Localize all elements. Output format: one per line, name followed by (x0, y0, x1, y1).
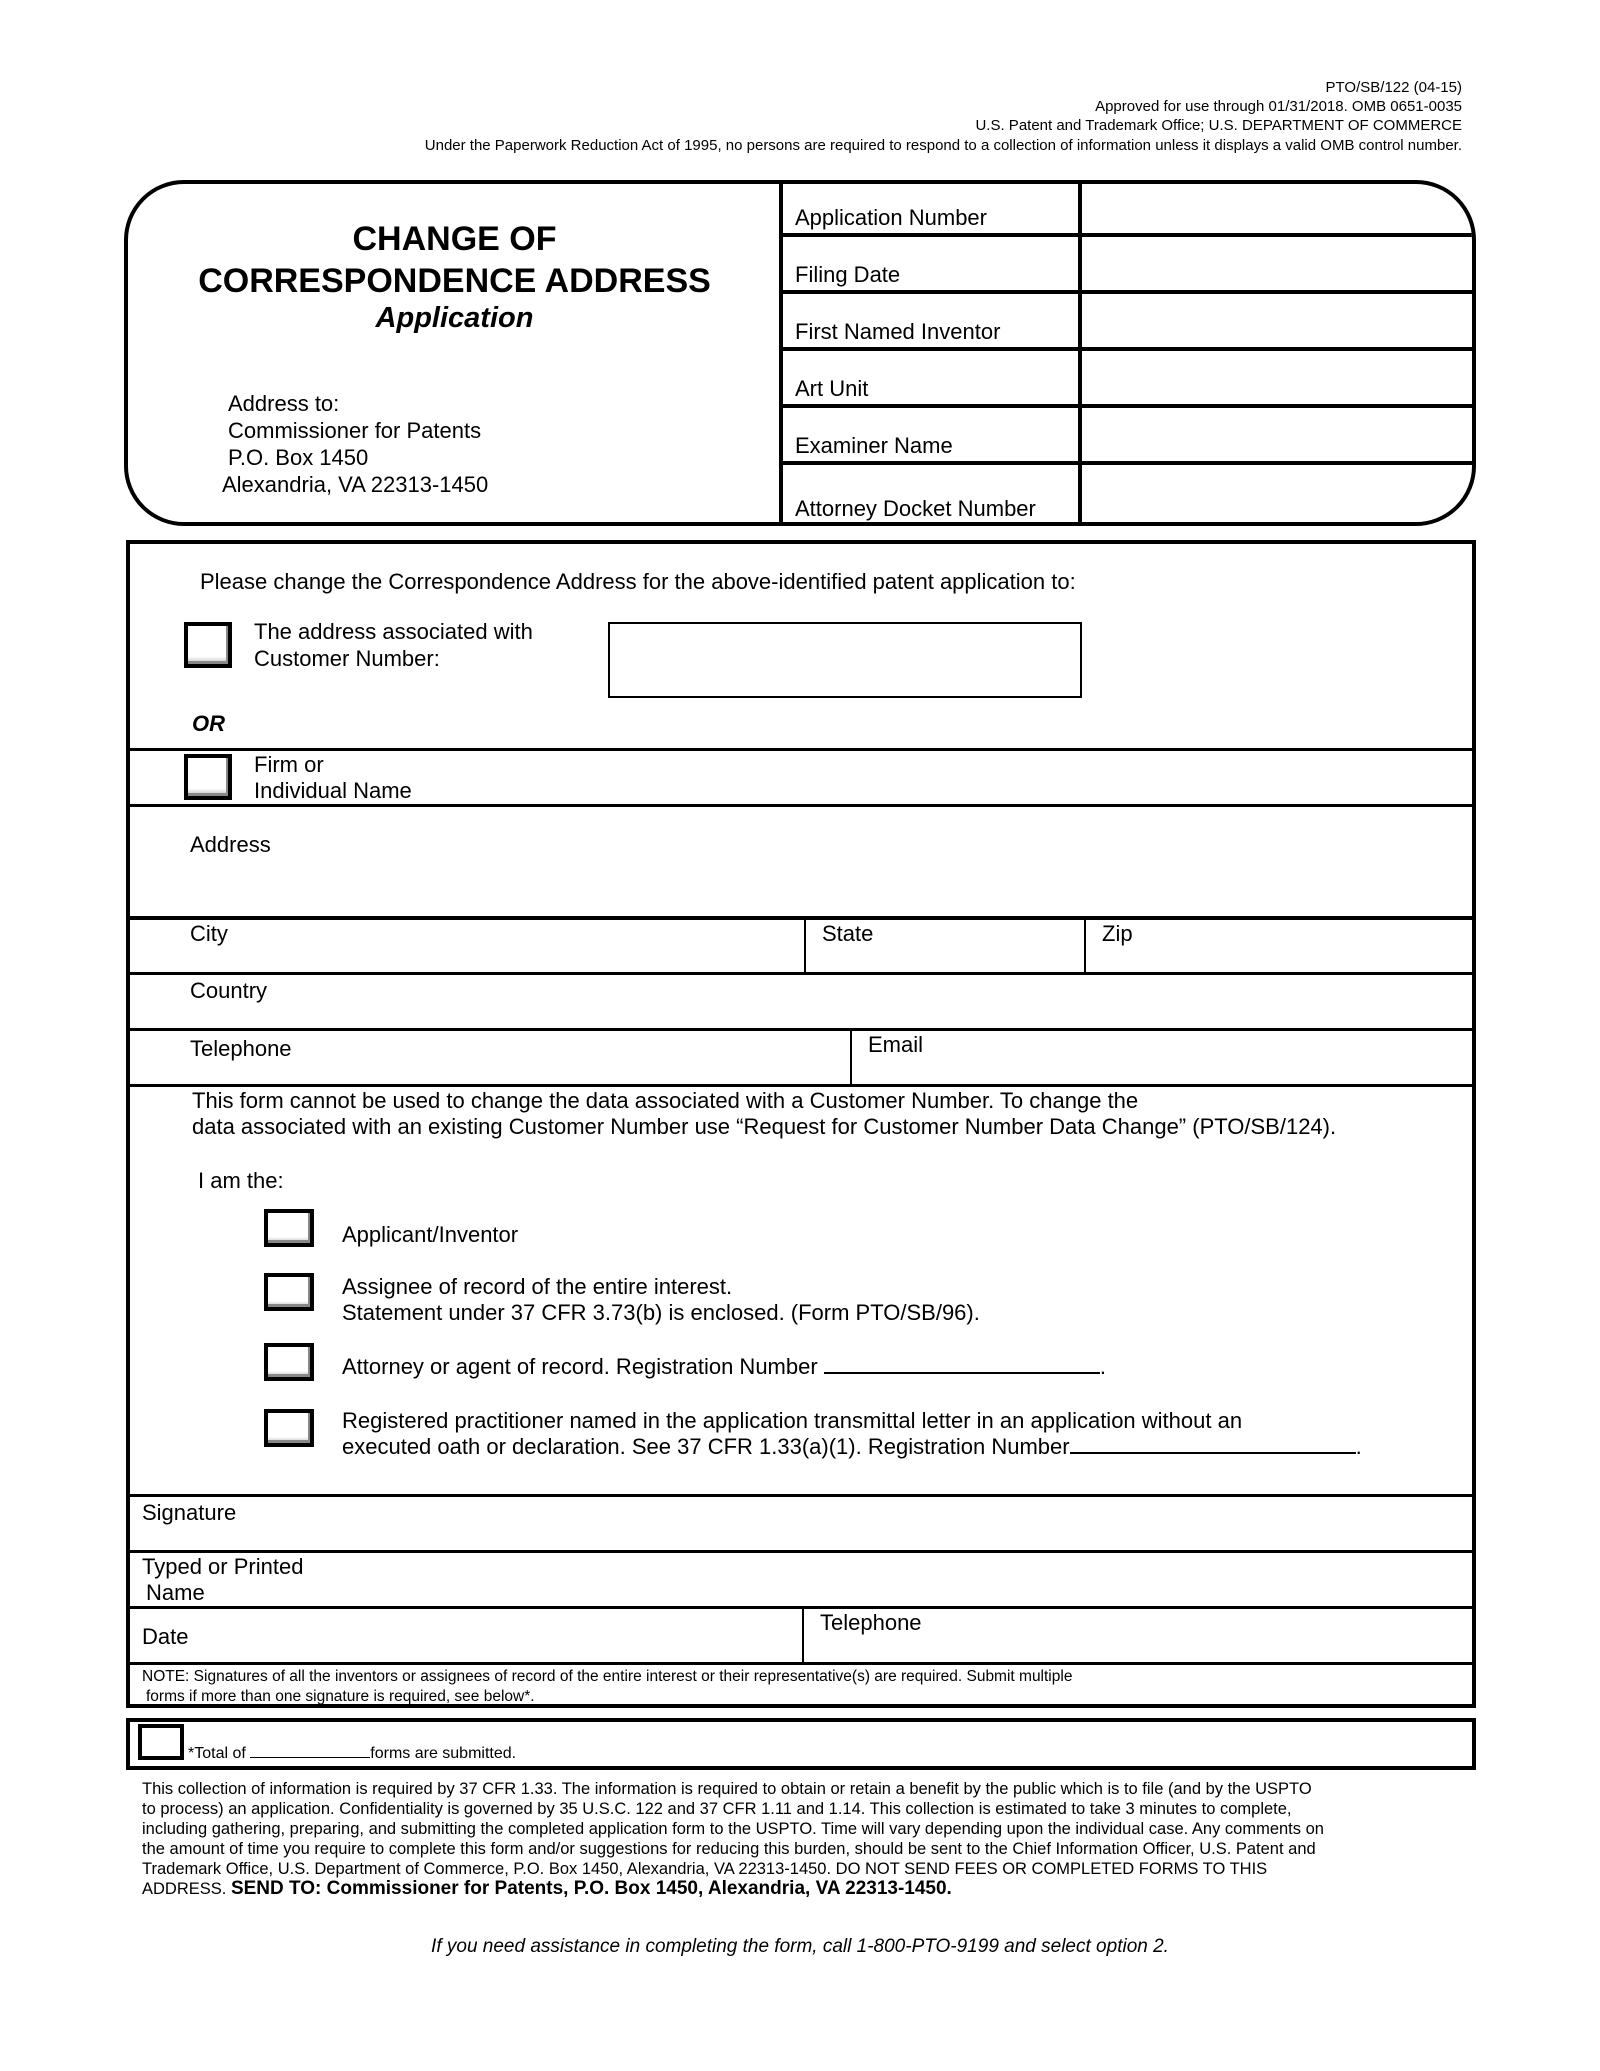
address-to-line2: P.O. Box 1450 (228, 445, 369, 470)
country-row[interactable] (130, 972, 1472, 1028)
email-label: Email (868, 1032, 924, 1057)
omb-approval: Approved for use through 01/31/2018. OMB 0651-0035 (1095, 98, 1462, 115)
firm-name-checkbox[interactable] (184, 754, 232, 800)
role-attorney-label: Attorney or agent of record. Registration Number (342, 1354, 818, 1379)
form-title-line1: CHANGE OF (352, 220, 557, 258)
first-named-inventor-field[interactable] (1078, 294, 1476, 347)
attorney-docket-number-field[interactable] (1078, 465, 1476, 526)
note-row (130, 1662, 1472, 1708)
examiner-name-row (783, 408, 1476, 465)
period: . (1355, 1434, 1362, 1459)
state-zip-divider (1084, 920, 1086, 972)
burden-statement (142, 1779, 1482, 1899)
assistance-text: If you need assistance in completing the form, call 1-800-PTO-9199 and select option 2. (431, 1936, 1169, 1957)
total-forms-count-field[interactable] (250, 1742, 370, 1758)
burden-line6-prefix: ADDRESS. (142, 1880, 227, 1898)
header-box (124, 180, 1476, 526)
firm-row[interactable] (130, 748, 1472, 804)
telephone-email-row (130, 1028, 1472, 1084)
country-label: Country (190, 978, 268, 1003)
first-named-inventor-row (783, 294, 1476, 351)
address-label: Address (190, 832, 271, 857)
period: . (1099, 1354, 1106, 1379)
address-to-label: Address to: (228, 391, 340, 416)
filing-date-field[interactable] (1078, 237, 1476, 290)
burden-line5: Trademark Office, U.S. Department of Commerce, P.O. Box 1450, Alexandria, VA 22313-1450. DO NOT SEND FEES OR COMPLETED FORMS TO THIS (142, 1860, 1268, 1878)
roles-section (130, 1084, 1472, 1494)
total-forms-checkbox[interactable] (138, 1724, 184, 1760)
examiner-name-label: Examiner Name (795, 433, 953, 458)
intro-text: Please change the Correspondence Address for the above-identified patent application to: (200, 569, 1076, 594)
attorney-docket-number-label: Attorney Docket Number (795, 496, 1036, 521)
total-forms-box (126, 1718, 1476, 1770)
role-assignee-line1: Assignee of record of the entire interest. (342, 1274, 733, 1299)
telephone-email-divider (850, 1031, 852, 1084)
note-line2: forms if more than one signature is required, see below*. (146, 1688, 535, 1705)
send-to-address: SEND TO: Commissioner for Patents, P.O. Box 1450, Alexandria, VA 22313-1450. (230, 1878, 952, 1899)
typed-name-row[interactable] (130, 1550, 1472, 1606)
i-am-the-label: I am the: (198, 1168, 284, 1193)
typed-name-label-line2: Name (146, 1580, 205, 1605)
attorney-registration-number-field[interactable] (824, 1354, 1100, 1374)
signature-row[interactable] (130, 1494, 1472, 1550)
role-practitioner-checkbox[interactable] (264, 1409, 314, 1447)
burden-line3: including gathering, preparing, and submitting the completed application form to the USPTO. Time will vary depending upon the individual case. Any comments on (142, 1820, 1324, 1838)
role-practitioner-line2: executed oath or declaration. See 37 CFR 1.33(a)(1). Registration Number (342, 1434, 1070, 1459)
firm-label-line2: Individual Name (254, 778, 412, 803)
burden-line6 (142, 1879, 1482, 1899)
form-id: PTO/SB/122 (04-15) (1325, 79, 1462, 96)
role-applicant-label: Applicant/Inventor (342, 1222, 519, 1247)
role-practitioner-line1: Registered practitioner named in the application transmittal letter in an application without an (342, 1408, 1243, 1433)
signature-label: Signature (142, 1500, 237, 1525)
zip-label: Zip (1102, 921, 1133, 946)
city-state-zip-row (130, 916, 1472, 972)
address-to-line1: Commissioner for Patents (228, 418, 482, 443)
customer-number-checkbox[interactable] (184, 622, 232, 668)
role-assignee-line2: Statement under 37 CFR 3.73(b) is enclosed. (Form PTO/SB/96). (342, 1300, 980, 1325)
role-practitioner-line2-wrap (342, 1433, 1362, 1460)
burden-line4: the amount of time you require to complete this form and/or suggestions for reducing this burden, should be sent to the Chief Information Officer, U.S. Patent and (142, 1840, 1316, 1858)
total-forms-prefix: *Total of (188, 1745, 246, 1762)
address-to-line3: Alexandria, VA 22313-1450 (222, 472, 489, 497)
form-title-line2: CORRESPONDENCE ADDRESS (198, 262, 711, 300)
examiner-name-field[interactable] (1078, 408, 1476, 461)
attorney-docket-number-row (783, 465, 1476, 526)
burden-line1: This collection of information is required by 37 CFR 1.33. The information is required to obtain or retain a benefit by the public which is to file (and by the USPTO (142, 1780, 1312, 1798)
role-applicant-checkbox[interactable] (264, 1209, 314, 1247)
firm-label-line1: Firm or (254, 752, 324, 777)
identification-table (779, 180, 1476, 526)
application-number-row (783, 180, 1476, 237)
role-assignee-checkbox[interactable] (264, 1273, 314, 1311)
city-label: City (190, 921, 228, 946)
application-number-field[interactable] (1078, 180, 1476, 233)
customer-notice-line2: data associated with an existing Customer Number use “Request for Customer Number Data Change” (PTO/SB/124). (192, 1114, 1337, 1139)
or-label: OR (192, 711, 225, 736)
art-unit-label: Art Unit (795, 376, 869, 401)
typed-name-label-line1: Typed or Printed (142, 1554, 304, 1579)
sig-telephone-label: Telephone (820, 1610, 922, 1635)
role-attorney-checkbox[interactable] (264, 1343, 314, 1381)
filing-date-label: Filing Date (795, 262, 901, 287)
customer-number-label-line2: Customer Number: (254, 646, 440, 671)
art-unit-row (783, 351, 1476, 408)
state-label: State (822, 921, 874, 946)
application-number-label: Application Number (795, 205, 987, 230)
correspondence-form (126, 540, 1476, 1708)
role-attorney-line (342, 1353, 1106, 1380)
city-state-divider (804, 920, 806, 972)
practitioner-registration-number-field[interactable] (1070, 1434, 1356, 1454)
total-forms-suffix: forms are submitted. (370, 1745, 517, 1762)
customer-number-input[interactable] (608, 622, 1082, 698)
title-area (128, 184, 781, 522)
note-line1: NOTE: Signatures of all the inventors or assignees of record of the entire interest or their representative(s) are required. Submit multiple (142, 1668, 1073, 1685)
filing-date-row (783, 237, 1476, 294)
paperwork-notice: Under the Paperwork Reduction Act of 1995, no persons are required to respond to a collection of information unless it displays a valid OMB control number. (424, 137, 1462, 154)
customer-notice-line1: This form cannot be used to change the data associated with a Customer Number. To change the (192, 1088, 1139, 1113)
customer-number-label-line1: The address associated with (254, 619, 533, 644)
date-telephone-row (130, 1606, 1472, 1662)
date-telephone-divider (802, 1609, 804, 1662)
art-unit-field[interactable] (1078, 351, 1476, 404)
form-subtitle: Application (375, 302, 534, 334)
first-named-inventor-label: First Named Inventor (795, 319, 1001, 344)
address-row[interactable] (130, 804, 1472, 916)
burden-line2: to process) an application. Confidentiality is governed by 35 U.S.C. 122 and 37 CFR 1.11 and 1.14. This collection is estimated to take 3 minutes to complete, (142, 1800, 1292, 1818)
agency-name: U.S. Patent and Trademark Office; U.S. DEPARTMENT OF COMMERCE (975, 117, 1462, 134)
date-label: Date (142, 1624, 189, 1649)
telephone-label: Telephone (190, 1036, 292, 1061)
total-forms-line (188, 1742, 516, 1763)
